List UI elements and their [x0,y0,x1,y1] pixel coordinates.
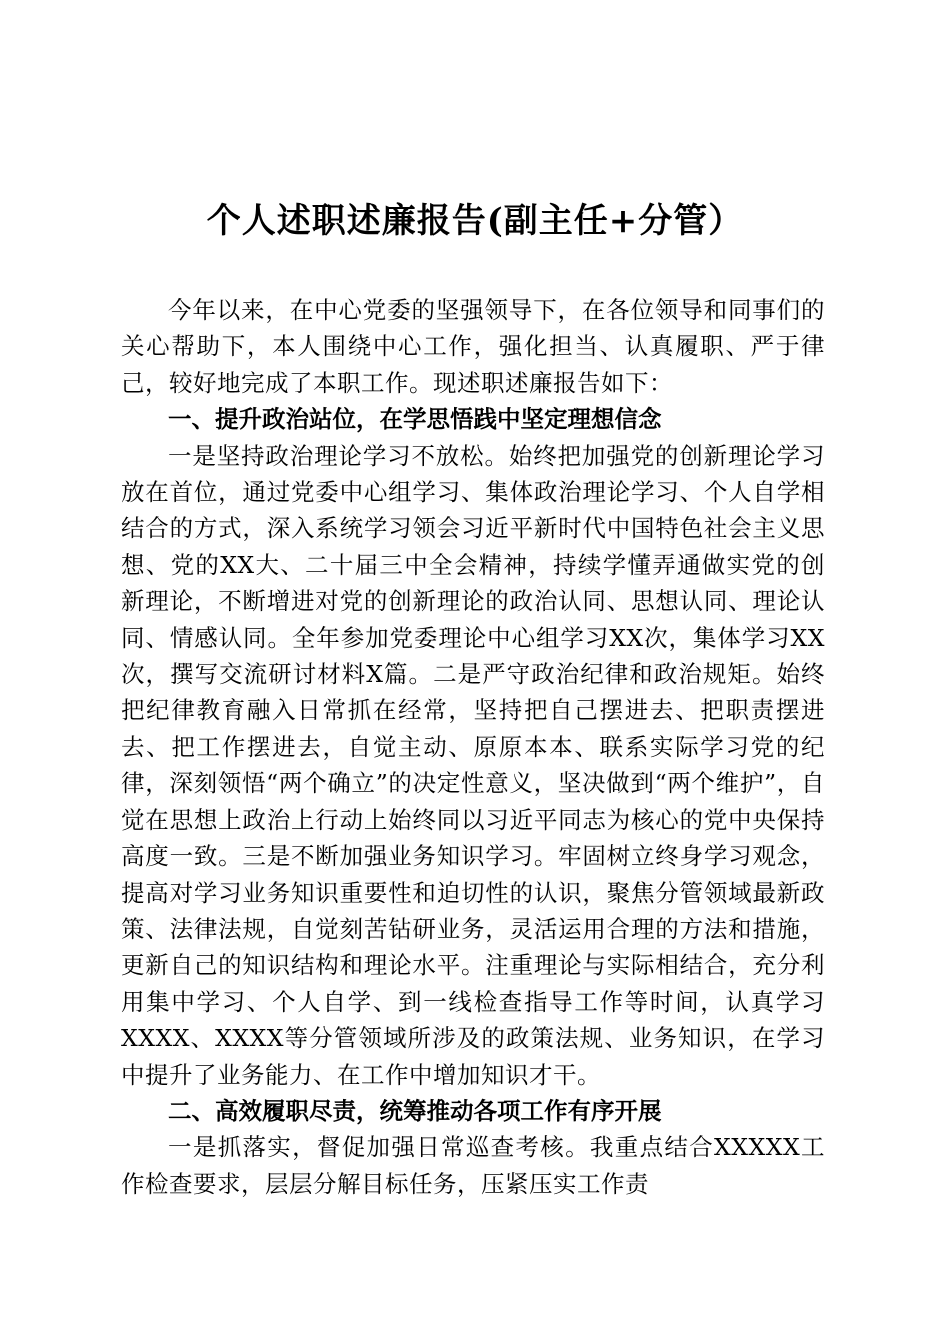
intro-paragraph: 今年以来，在中心党委的坚强领导下，在各位领导和同事们的关心帮助下，本人围绕中心工作，强化担当、认真履职、严于律己，较好地完成了本职工作。现述职述廉报告如下： [121,296,825,397]
document-title: 个人述职述廉报告(副主任+分管） [206,201,744,241]
section-1-paragraph: 一是坚持政治理论学习不放松。始终把加强党的创新理论学习放在首位，通过党委中心组学习、集体政治理论学习、个人自学相结合的方式，深入系统学习领会习近平新时代中国特色社会主义思想、党的XX大、二十届三中全会精神，持续学懂弄通做实党的创新理论，不断增进对党的创新理论的政治认同、思想认同、理论认同、情感认同。全年参加党委理论中心组学习XX次，集体学习XX次，撰写交流研讨材料X篇。二是严守政治纪律和政治规矩。始终把纪律教育融入日常抓在经常，坚持把自己摆进去、把职责摆进去、把工作摆进去，自觉主动、原原本本、联系实际学习党的纪律，深刻领悟“两个确立”的决定性意义，坚决做到“两个维护”，自觉在思想上政治上行动上始终同以习近平同志为核心的党中央保持高度一致。三是不断加强业务知识学习。牢固树立终身学习观念，提高对学习业务知识重要性和迫切性的认识，聚焦分管领域最新政策、法律法规，自觉刻苦钻研业务，灵活运用合理的方法和措施，更新自己的知识结构和理论水平。注重理论与实际相结合，充分利用集中学习、个人自学、到一线检查指导工作等时间，认真学习XXXX、XXXX等分管领域所涉及的政策法规、业务知识，在学习中提升了业务能力、在工作中增加知识才干。 [121,441,825,1089]
section-1-heading: 一、提升政治站位，在学思悟践中坚定理想信念 [168,405,662,434]
document-body [121,292,825,1202]
section-2-paragraph: 一是抓落实，督促加强日常巡查考核。我重点结合XXXXX工作检查要求，层层分解目标任务，压紧压实工作责 [121,1133,825,1198]
section-2-heading: 二、高效履职尽责，统筹推动各项工作有序开展 [168,1096,662,1125]
